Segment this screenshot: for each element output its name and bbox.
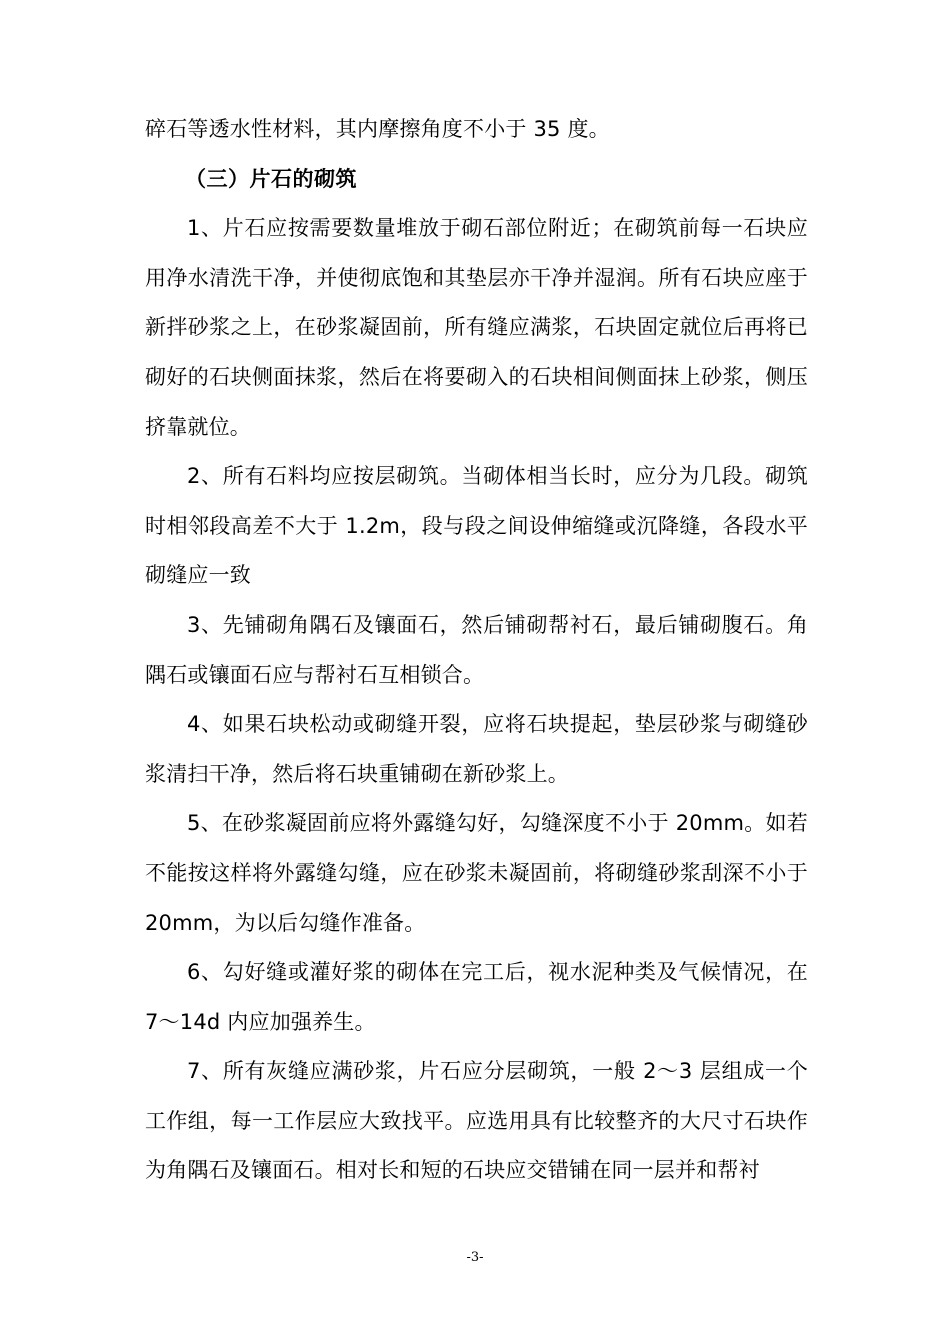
paragraph-item-3: 3、先铺砌角隅石及镶面石，然后铺砌帮衬石，最后铺砌腹石。角隅石或镶面石应与帮衬石互相锁合。	[145, 612, 808, 687]
page-number: -3-	[466, 1250, 484, 1265]
paragraph-item-7: 7、所有灰缝应满砂浆，片石应分层砌筑，一般 2～3 层组成一个工作组，每一工作层应大致找平。应选用具有比较整齐的大尺寸石块作为角隅石及镶面石。相对长和短的石块应交错铺在同一层并和帮衬	[145, 1059, 808, 1183]
paragraph-item-6: 6、勾好缝或灌好浆的砌体在完工后，视水泥种类及气候情况，在 7～14d 内应加强养生。	[145, 960, 808, 1034]
document-body	[145, 105, 808, 1196]
paragraph-item-2: 2、所有石料均应按层砌筑。当砌体相当长时，应分为几段。砌筑时相邻段高差不大于 1.2m，段与段之间设伸缩缝或沉降缝，各段水平砌缝应一致	[145, 464, 808, 588]
paragraph-item-1: 1、片石应按需要数量堆放于砌石部位附近；在砌筑前每一石块应用净水清洗干净，并使彻底饱和其垫层亦干净并湿润。所有石块应座于新拌砂浆之上，在砂浆凝固前，所有缝应满浆，石块固定就位后再将已砌好的石块侧面抹浆，然后在将要砌入的石块相间侧面抹上砂浆，侧压挤靠就位。	[145, 216, 808, 439]
section-heading: （三）片石的砌筑	[185, 166, 357, 191]
paragraph-continuation: 碎石等透水性材料，其内摩擦角度不小于 35 度。	[145, 117, 610, 141]
paragraph-item-4: 4、如果石块松动或砌缝开裂，应将石块提起，垫层砂浆与砌缝砂浆清扫干净，然后将石块重铺砌在新砂浆上。	[145, 712, 808, 786]
paragraph-item-5: 5、在砂浆凝固前应将外露缝勾好，勾缝深度不小于 20mm。如若不能按这样将外露缝勾缝，应在砂浆未凝固前，将砌缝砂浆刮深不小于 20mm，为以后勾缝作准备。	[145, 811, 808, 935]
